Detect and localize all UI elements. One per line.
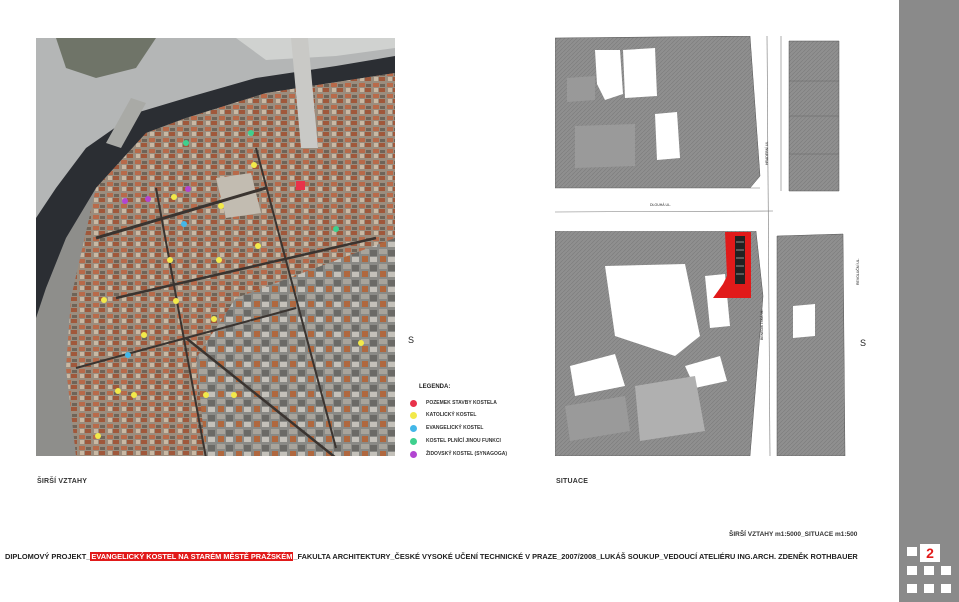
right-sidebar (899, 0, 959, 602)
left-caption: ŠIRŠÍ VZTAHY (37, 478, 88, 485)
right-caption: SITUACE (556, 478, 589, 485)
legend-label: EVANGELICKÝ KOSTEL (426, 425, 484, 431)
grid-square (924, 566, 934, 575)
grid-square (907, 566, 917, 575)
yellow-dot-icon (410, 412, 417, 419)
title-suffix: _FAKULTA ARCHITEKTURY_ČESKÉ VYSOKÉ UČENÍ TECHNICKÉ V PRAZE_2007/2008_LUKÁŠ SOUKUP_VEDOUCÍ ATELIÉRU ING.ARCH. ZDENĚK ROTHBAUER (293, 551, 858, 561)
purple-dot-icon (410, 451, 417, 458)
grid-square (924, 584, 934, 593)
site-plan (555, 36, 855, 456)
aerial-photo-map (36, 38, 395, 456)
title-highlight: EVANGELICKÝ KOSTEL NA STARÉM MĚSTĚ PRAŽSKÉM (91, 551, 293, 561)
legend-label: POZEMEK STAVBY KOSTELA (426, 400, 497, 406)
scale-label: ŠIRŠÍ VZTAHY m1:5000_SITUACE m1:500 (729, 531, 858, 538)
street-label-dlouha: DLOUHÁ UL. (650, 203, 672, 207)
legend-item-evangelical (410, 423, 483, 433)
legend-item-plot (410, 398, 497, 408)
grid-square (941, 566, 951, 575)
street-label-benediktska: BENEDIKTSKÁ UL. (760, 309, 764, 340)
north-arrow-right: S (860, 338, 867, 348)
north-arrow-left: S (408, 335, 415, 345)
site-plan-graphic (555, 36, 855, 456)
title-prefix: DIPLOMOVÝ PROJEKT_ (5, 551, 91, 561)
project-title (0, 549, 858, 563)
blue-dot-icon (410, 425, 417, 432)
page-number: 2 (920, 544, 940, 562)
green-dot-icon (410, 438, 417, 445)
street-label-revolucni: REVOLUČNÍ UL. (856, 258, 860, 285)
grid-square (907, 547, 917, 556)
legend-title: LEGENDA: (419, 384, 451, 390)
legend-label: KOSTEL PLNÍCÍ JINOU FUNKCI (426, 438, 501, 444)
street-label-hradebni: HRADEBNÍ UL. (765, 140, 769, 165)
grid-square (941, 584, 951, 593)
legend-item-other-function (410, 436, 501, 446)
grid-square (907, 584, 917, 593)
aerial-photo-graphic (36, 38, 395, 456)
legend-item-catholic (410, 410, 476, 420)
legend-label: ŽIDOVSKÝ KOSTEL (SYNAGOGA) (426, 451, 508, 457)
legend-label: KATOLICKÝ KOSTEL (426, 412, 477, 418)
red-dot-icon (410, 400, 417, 407)
legend-item-synagogue (410, 449, 507, 459)
